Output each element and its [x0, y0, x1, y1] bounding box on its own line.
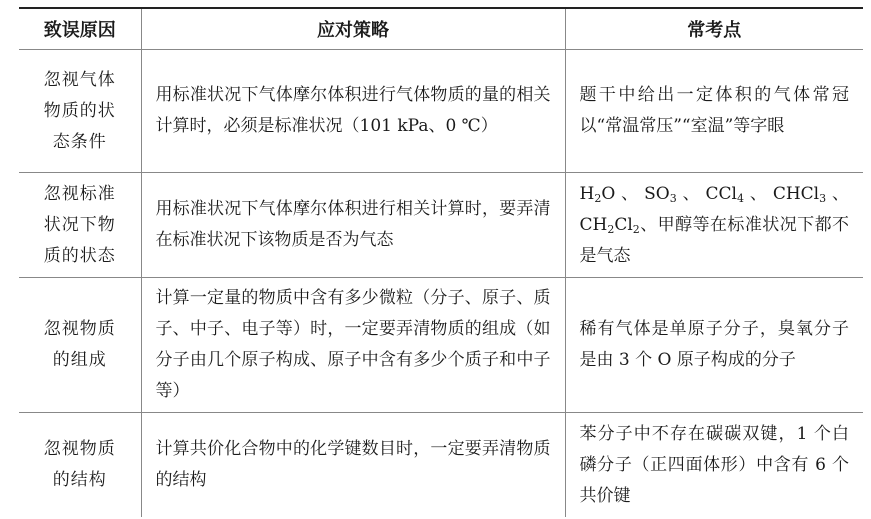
strategy-cell: 用标准状况下气体摩尔体积进行气体物质的量的相关计算时，必须是标准状况（101 kPa、0 ℃）: [141, 50, 565, 173]
key-point-suffix: 、甲醇等在标准状况下都不是气态: [579, 214, 849, 266]
cause-cell: 忽视物质的结构: [43, 439, 116, 490]
table-row: [19, 278, 863, 413]
formula-text: Cl: [614, 214, 633, 235]
key-point-cell: 稀有气体是单原子分子，臭氧分子是由 3 个 O 原子构成的分子: [565, 278, 863, 413]
table-row: [19, 413, 863, 518]
strategy-cell: 计算一定量的物质中含有多少微粒（分子、原子、质子、中子、电子等）时，一定要弄清物质的组成（如分子由几个原子构成、原子中含有多少个质子和中子等）: [141, 278, 565, 413]
header-key-point: 常考点: [565, 8, 863, 50]
key-point-cell: 题干中给出一定体积的气体常冠以“常温常压”“室温”等字眼: [565, 50, 863, 173]
header-cause: 致误原因: [19, 8, 141, 50]
formula-subscript: 2: [607, 222, 615, 236]
strategy-cell: 计算共价化合物中的化学键数目时，一定要弄清物质的结构: [141, 413, 565, 518]
cause-cell: 忽视气体物质的状态条件: [19, 50, 141, 173]
strategy-cell: 用标准状况下气体摩尔体积进行相关计算时，要弄清在标准状况下该物质是否为气态: [141, 173, 565, 278]
strategy-table: [19, 7, 863, 517]
formula-subscript: 4: [736, 191, 744, 205]
formula-subscript: 2: [632, 222, 640, 236]
table-header-row: [19, 8, 863, 50]
formula-subscript: 3: [669, 191, 677, 205]
key-point-cell: [565, 173, 863, 278]
formula-text: 、CCl: [676, 183, 737, 204]
table-row: [19, 50, 863, 173]
cause-cell: 忽视物质的组成: [19, 278, 141, 413]
formula-text: O、SO: [601, 183, 670, 204]
formula-text: H: [579, 183, 595, 204]
formula-subscript: 2: [594, 191, 602, 205]
cause-cell: 忽视标准状况下物质的状态: [19, 173, 141, 278]
key-point-cell: 苯分子中不存在碳碳双键，1 个白磷分子（正四面体形）中含有 6 个共价键: [565, 413, 863, 518]
header-strategy: 应对策略: [141, 8, 565, 50]
formula-subscript: 3: [819, 191, 827, 205]
formula-text: 、CHCl: [743, 183, 820, 204]
formula-text: 、CH: [579, 183, 850, 235]
table-row: [19, 173, 863, 278]
